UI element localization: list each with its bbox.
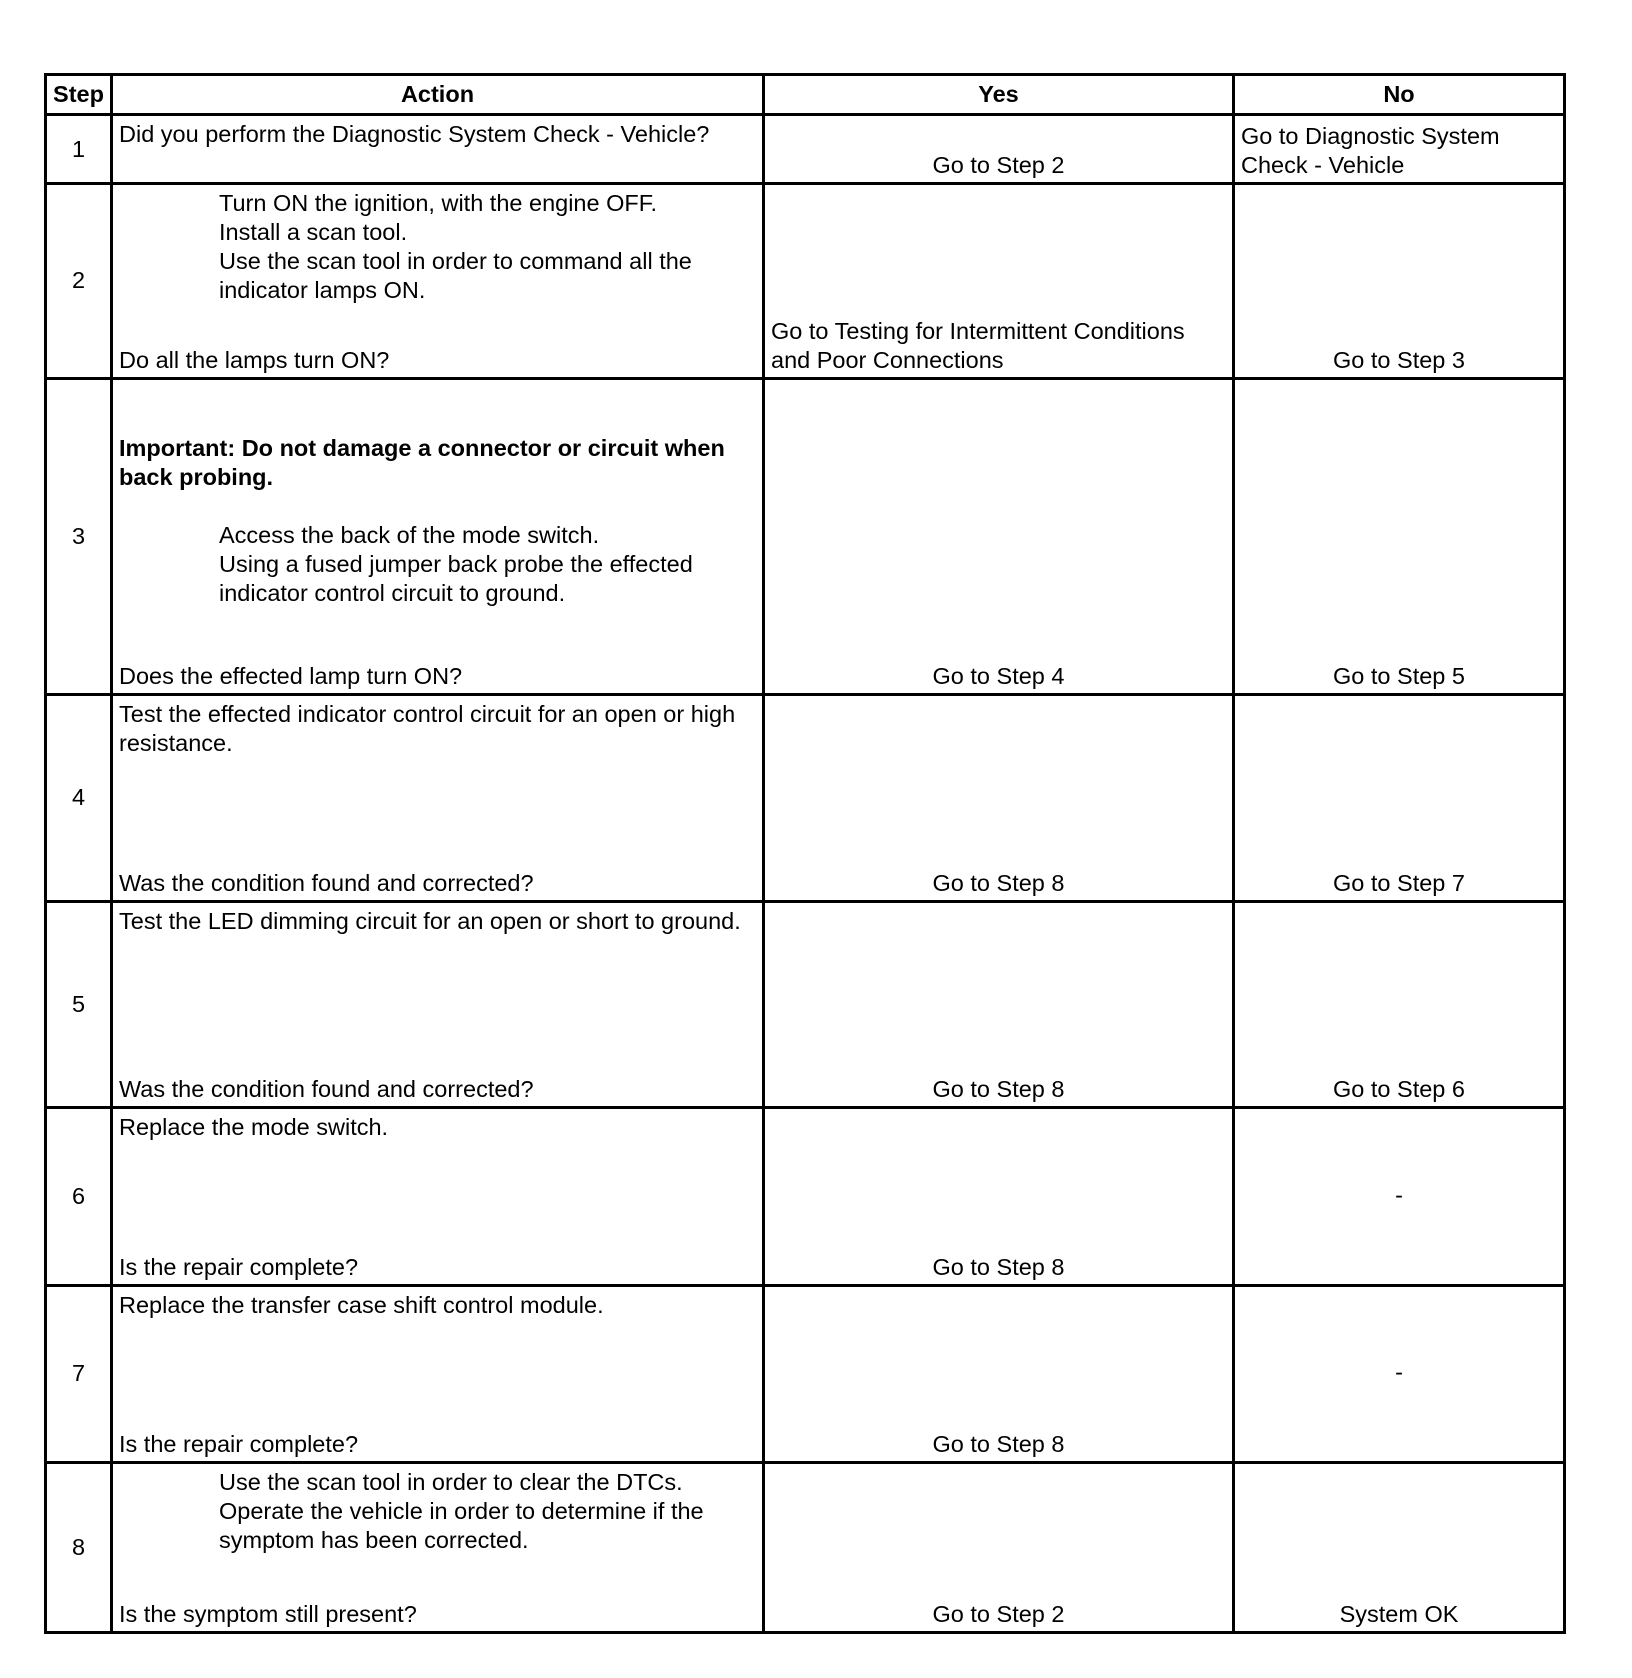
substep: Operate the vehicle in order to determine if the symptom has been corrected. <box>219 1497 704 1553</box>
table-row <box>46 184 1565 378</box>
yes-result: Go to Step 8 <box>764 901 1234 1107</box>
action-text: Test the LED dimming circuit for an open or short to ground. <box>119 907 741 934</box>
action-cell <box>112 1462 764 1632</box>
step-number: 4 <box>46 695 112 901</box>
substep: Turn ON the ignition, with the engine OFF. <box>219 190 658 217</box>
action-cell <box>112 1286 764 1462</box>
no-result: Go to Step 6 <box>1234 901 1565 1107</box>
step-number: 3 <box>46 378 112 695</box>
diagnostic-table <box>44 73 1566 1634</box>
yes-result: Go to Step 4 <box>764 378 1234 695</box>
no-result: Go to Diagnostic System Check - Vehicle <box>1234 115 1565 184</box>
table-row <box>46 1462 1565 1632</box>
question: Was the condition found and corrected? <box>119 1075 534 1102</box>
step-number: 6 <box>46 1107 112 1285</box>
table-row <box>46 115 1565 184</box>
header-row <box>46 75 1565 115</box>
action-cell <box>112 695 764 901</box>
action-cell <box>112 378 764 695</box>
header-action: Action <box>112 75 764 115</box>
action-text: Replace the mode switch. <box>119 1113 389 1140</box>
important-note: Important: Do not damage a connector or circuit when back probing. <box>119 434 725 490</box>
yes-result: Go to Step 8 <box>764 695 1234 901</box>
step-number: 7 <box>46 1286 112 1462</box>
yes-result: Go to Step 8 <box>764 1286 1234 1462</box>
yes-result: Go to Testing for Intermittent Conditions and Poor Connections <box>764 184 1234 378</box>
no-result: Go to Step 5 <box>1234 378 1565 695</box>
no-result: System OK <box>1234 1462 1565 1632</box>
action-text: Replace the transfer case shift control module. <box>119 1292 604 1319</box>
action-text: Did you perform the Diagnostic System Check - Vehicle? <box>112 115 764 184</box>
table-row <box>46 901 1565 1107</box>
step-number: 2 <box>46 184 112 378</box>
question: Do all the lamps turn ON? <box>119 346 390 373</box>
question: Does the effected lamp turn ON? <box>119 663 463 690</box>
no-result: Go to Step 7 <box>1234 695 1565 901</box>
table-row <box>46 1107 1565 1285</box>
question: Is the repair complete? <box>119 1430 359 1457</box>
question: Is the repair complete? <box>119 1254 359 1281</box>
step-number: 5 <box>46 901 112 1107</box>
action-cell <box>112 901 764 1107</box>
question: Is the symptom still present? <box>119 1601 417 1627</box>
step-number: 1 <box>46 115 112 184</box>
yes-result: Go to Step 8 <box>764 1107 1234 1285</box>
table-row <box>46 1286 1565 1462</box>
table-row <box>46 378 1565 695</box>
substep: Use the scan tool in order to command all the indicator lamps ON. <box>219 248 692 304</box>
yes-result: Go to Step 2 <box>764 115 1234 184</box>
step-number: 8 <box>46 1462 112 1632</box>
header-no: No <box>1234 75 1565 115</box>
action-cell <box>112 184 764 378</box>
header-step: Step <box>46 75 112 115</box>
substep: Using a fused jumper back probe the effected indicator control circuit to ground. <box>219 550 693 606</box>
yes-result: Go to Step 2 <box>764 1462 1234 1632</box>
header-yes: Yes <box>764 75 1234 115</box>
table-row <box>46 695 1565 901</box>
substep: Install a scan tool. <box>219 219 408 246</box>
no-result: - <box>1234 1286 1565 1462</box>
no-result: - <box>1234 1107 1565 1285</box>
action-cell <box>112 1107 764 1285</box>
substep: Access the back of the mode switch. <box>219 521 600 548</box>
substep: Use the scan tool in order to clear the DTCs. <box>219 1468 683 1495</box>
question: Was the condition found and corrected? <box>119 869 534 896</box>
action-text: Test the effected indicator control circuit for an open or high resistance. <box>119 701 736 757</box>
no-result: Go to Step 3 <box>1234 184 1565 378</box>
